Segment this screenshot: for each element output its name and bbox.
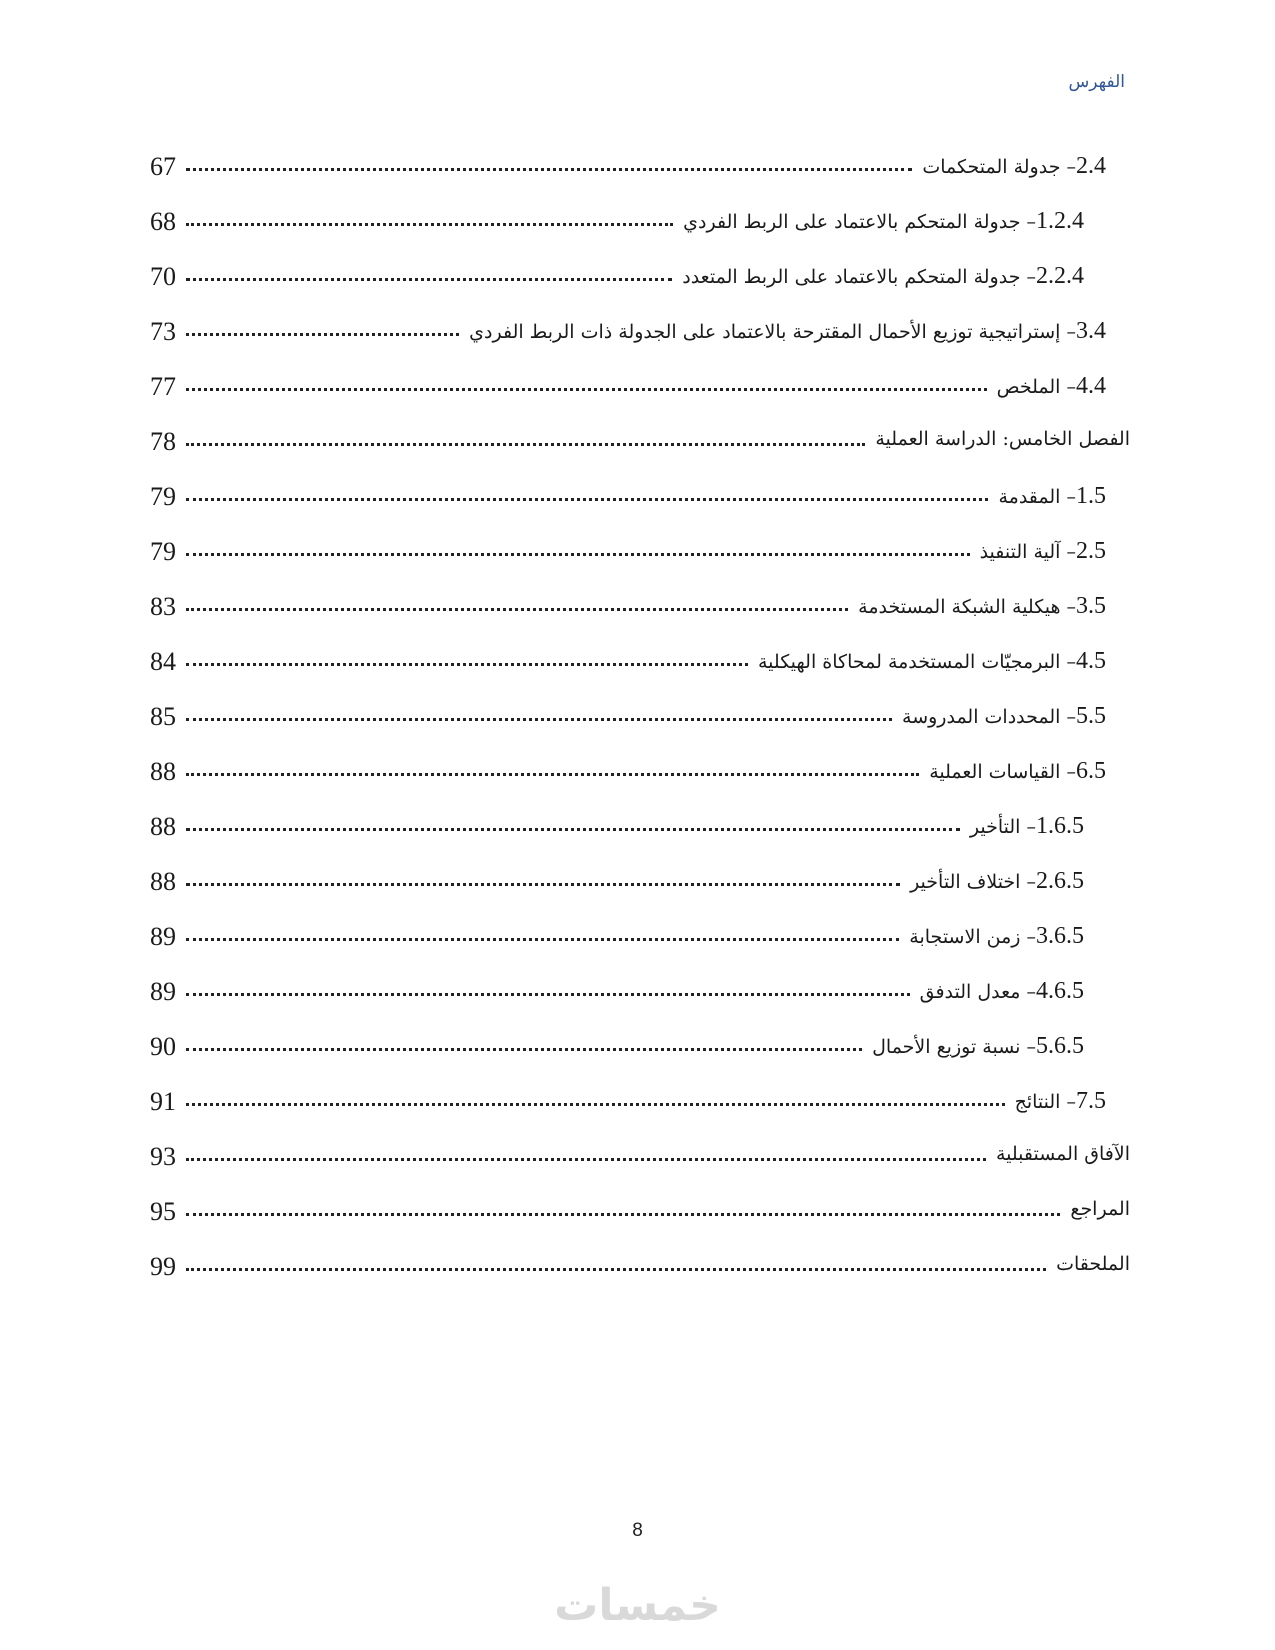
toc-entry-title <box>990 1143 1130 1165</box>
toc-entry-text: – التأخير <box>969 816 1036 838</box>
toc-entry-title <box>916 153 1106 180</box>
toc-section-number: 4.5 <box>1076 648 1106 674</box>
toc-entry-text: – معدل التدفق <box>919 981 1036 1003</box>
toc-entry-title <box>1064 1198 1130 1220</box>
toc-entry-title <box>752 648 1106 675</box>
toc-entry[interactable] <box>150 804 1130 859</box>
toc-entry-title <box>923 758 1106 785</box>
toc-entry-title <box>677 208 1084 235</box>
toc-entry[interactable] <box>150 1244 1130 1299</box>
toc-dot-leader <box>186 879 900 886</box>
toc-dot-leader <box>186 714 892 721</box>
toc-page-number: 88 <box>150 812 176 841</box>
toc-entry[interactable] <box>150 419 1130 474</box>
toc-dot-leader <box>186 439 865 446</box>
page-header-title: الفهرس <box>1068 72 1125 92</box>
toc-entry-text: الملحقات <box>1056 1253 1130 1275</box>
toc-dot-leader <box>186 329 459 336</box>
toc-dot-leader <box>186 659 748 666</box>
toc-page-number: 99 <box>150 1252 176 1281</box>
toc-page-number: 73 <box>150 317 176 346</box>
toc-dot-leader <box>186 1154 986 1161</box>
toc-entry[interactable] <box>150 694 1130 749</box>
toc-section-number: 7.5 <box>1076 1088 1106 1114</box>
table-of-contents <box>150 144 1130 1299</box>
toc-page-number: 88 <box>150 867 176 896</box>
toc-entry-title <box>852 593 1106 620</box>
toc-entry-title <box>914 978 1084 1005</box>
toc-entry-text: الفصل الخامس: الدراسة العملية <box>875 428 1130 450</box>
toc-page-number: 89 <box>150 977 176 1006</box>
toc-page-number: 89 <box>150 922 176 951</box>
toc-dot-leader <box>186 164 912 171</box>
toc-section-number: 1.2.4 <box>1036 208 1084 234</box>
toc-entry[interactable] <box>150 1079 1130 1134</box>
toc-page-number: 95 <box>150 1197 176 1226</box>
toc-dot-leader <box>186 1044 862 1051</box>
toc-section-number: 4.4 <box>1076 373 1106 399</box>
toc-dot-leader <box>186 219 673 226</box>
toc-page-number: 79 <box>150 537 176 566</box>
toc-entry[interactable] <box>150 364 1130 419</box>
toc-entry-text: الآفاق المستقبلية <box>995 1143 1130 1165</box>
toc-entry-text: – آلية التنفيذ <box>979 541 1076 563</box>
toc-entry[interactable] <box>150 969 1130 1024</box>
toc-page-number: 90 <box>150 1032 176 1061</box>
toc-entry-title <box>869 428 1130 450</box>
toc-entry-text: – زمن الاستجابة <box>909 926 1036 948</box>
toc-dot-leader <box>186 494 988 501</box>
toc-page-number: 83 <box>150 592 176 621</box>
toc-section-number: 4.6.5 <box>1036 978 1084 1004</box>
toc-entry-text: – اختلاف التأخير <box>910 871 1036 893</box>
toc-entry[interactable] <box>150 254 1130 309</box>
toc-dot-leader <box>186 1264 1046 1271</box>
toc-section-number: 2.4 <box>1076 153 1106 179</box>
toc-entry-text: – جدولة المتحكم بالاعتماد على الربط المتعدد <box>682 266 1036 288</box>
toc-section-number: 2.2.4 <box>1036 263 1084 289</box>
toc-page-number: 79 <box>150 482 176 511</box>
toc-entry[interactable] <box>150 1134 1130 1189</box>
toc-entry-title <box>896 703 1106 730</box>
toc-entry-title <box>463 318 1106 345</box>
toc-dot-leader <box>186 934 899 941</box>
toc-dot-leader <box>186 549 970 556</box>
toc-entry-text: – هيكلية الشبكة المستخدمة <box>858 596 1076 618</box>
toc-dot-leader <box>186 384 987 391</box>
toc-section-number: 2.5 <box>1076 538 1106 564</box>
toc-entry-title <box>991 373 1106 400</box>
toc-entry-title <box>903 923 1084 950</box>
toc-entry[interactable] <box>150 584 1130 639</box>
toc-section-number: 2.6.5 <box>1036 868 1084 894</box>
toc-dot-leader <box>186 274 672 281</box>
toc-entry[interactable] <box>150 639 1130 694</box>
toc-dot-leader <box>186 604 848 611</box>
toc-page-number: 91 <box>150 1087 176 1116</box>
toc-section-number: 3.6.5 <box>1036 923 1084 949</box>
toc-section-number: 1.6.5 <box>1036 813 1084 839</box>
toc-entry-title <box>964 813 1084 840</box>
toc-entry-title <box>1050 1253 1130 1275</box>
toc-section-number: 6.5 <box>1076 758 1106 784</box>
toc-entry-title <box>974 538 1106 565</box>
toc-entry-title <box>904 868 1084 895</box>
toc-page-number: 78 <box>150 427 176 456</box>
toc-entry[interactable] <box>150 474 1130 529</box>
toc-dot-leader <box>186 1099 1005 1106</box>
toc-entry-text: – جدولة المتحكم بالاعتماد على الربط الفردي <box>683 211 1036 233</box>
toc-page-number: 85 <box>150 702 176 731</box>
page-number: 8 <box>632 1520 643 1541</box>
toc-entry-title <box>992 483 1106 510</box>
toc-entry-text: – المحددات المدروسة <box>902 706 1076 728</box>
toc-dot-leader <box>186 1209 1060 1216</box>
toc-entry-text: – القياسات العملية <box>929 761 1076 783</box>
toc-dot-leader <box>186 824 960 831</box>
toc-entry-text: – النتائج <box>1014 1091 1076 1113</box>
toc-section-number: 3.5 <box>1076 593 1106 619</box>
toc-entry-title <box>676 263 1084 290</box>
toc-page-number: 84 <box>150 647 176 676</box>
toc-page-number: 67 <box>150 152 176 181</box>
toc-entry[interactable] <box>150 1024 1130 1079</box>
toc-entry-text: المراجع <box>1070 1198 1130 1220</box>
toc-entry[interactable] <box>150 859 1130 914</box>
toc-entry[interactable] <box>150 749 1130 804</box>
toc-entry[interactable] <box>150 199 1130 254</box>
watermark-logo: خمسات <box>554 1580 721 1631</box>
toc-entry-text: – البرمجيّات المستخدمة لمحاكاة الهيكلية <box>757 651 1076 673</box>
toc-section-number: 1.5 <box>1076 483 1106 509</box>
toc-page-number: 70 <box>150 262 176 291</box>
toc-section-number: 5.6.5 <box>1036 1033 1084 1059</box>
toc-section-number: 5.5 <box>1076 703 1106 729</box>
toc-page-number: 93 <box>150 1142 176 1171</box>
toc-entry[interactable] <box>150 144 1130 199</box>
toc-entry[interactable] <box>150 529 1130 584</box>
toc-entry[interactable] <box>150 1189 1130 1244</box>
toc-entry-text: – المقدمة <box>998 486 1076 508</box>
toc-dot-leader <box>186 989 910 996</box>
toc-entry-title <box>866 1033 1084 1060</box>
toc-entry-title <box>1009 1088 1106 1115</box>
toc-entry-text: – إستراتيجية توزيع الأحمال المقترحة بالاعتماد على الجدولة ذات الربط الفردي <box>469 321 1076 343</box>
toc-entry[interactable] <box>150 309 1130 364</box>
toc-entry[interactable] <box>150 914 1130 969</box>
toc-section-number: 3.4 <box>1076 318 1106 344</box>
toc-page-number: 77 <box>150 372 176 401</box>
toc-entry-text: – الملخص <box>996 376 1076 398</box>
toc-dot-leader <box>186 769 919 776</box>
toc-page-number: 88 <box>150 757 176 786</box>
toc-page-number: 68 <box>150 207 176 236</box>
toc-entry-text: – نسبة توزيع الأحمال <box>872 1036 1036 1058</box>
toc-entry-text: – جدولة المتحكمات <box>922 156 1076 178</box>
